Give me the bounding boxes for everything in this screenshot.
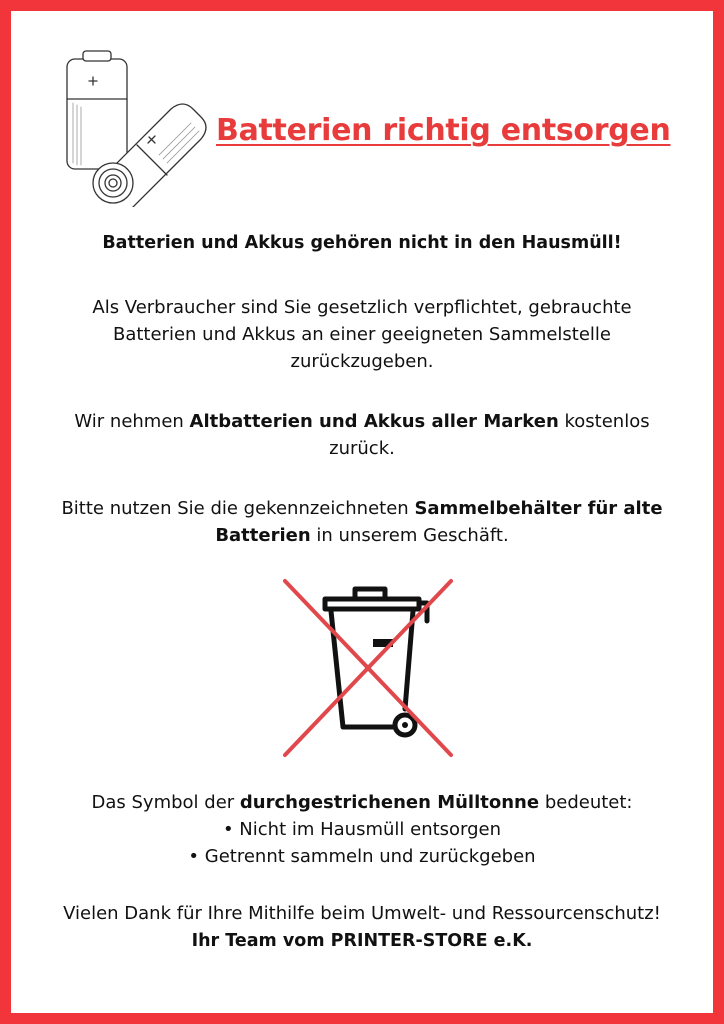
list-item: • Nicht im Hausmüll entsorgen [222,819,502,840]
text-line: zurück. [329,438,395,459]
page-title: Batterien richtig entsorgen [216,113,671,148]
text-line: Batterien und Akkus an einer geeigneten Sammelstelle [112,324,612,345]
symbol-explanation [41,789,683,870]
text-segment: bedeutet: [539,792,633,813]
paragraph-collection-bins [41,495,683,549]
crossed-out-wheelie-bin-icon [273,569,463,765]
headline: Batterien und Akkus gehören nicht in den Hausmüll! [102,233,622,253]
text-line: zurückzugeben. [290,351,434,372]
list-item: • Getrennt sammeln und zurückgeben [188,846,536,867]
text-segment: kostenlos [558,411,650,432]
text-segment: in unserem Geschäft. [310,525,509,546]
text-segment: Das Symbol der [91,792,240,813]
bold-segment: Sammelbehälter für alte [414,498,663,519]
bold-segment: durchgestrichenen Mülltonne [239,792,540,813]
thanks-line: Vielen Dank für Ihre Mithilfe beim Umwelt- und Ressourcenschutz! [63,903,661,924]
paragraph-obligation [41,294,683,375]
text-line [41,408,683,435]
battery-drawing-icon [51,47,211,207]
text-line: Als Verbraucher sind Sie gesetzlich verpflichtet, gebrauchte [92,297,632,318]
bold-segment: Batterien [215,525,311,546]
text-line [41,495,683,522]
bold-segment: Altbatterien und Akkus aller Marken [189,411,559,432]
team-signature: Ihr Team vom PRINTER-STORE e.K. [191,931,533,951]
paragraph-take-back [41,408,683,462]
text-segment: Wir nehmen [74,411,190,432]
text-line [41,522,683,549]
text-segment: Bitte nutzen Sie die gekennzeichneten [61,498,415,519]
text-line [41,789,683,816]
